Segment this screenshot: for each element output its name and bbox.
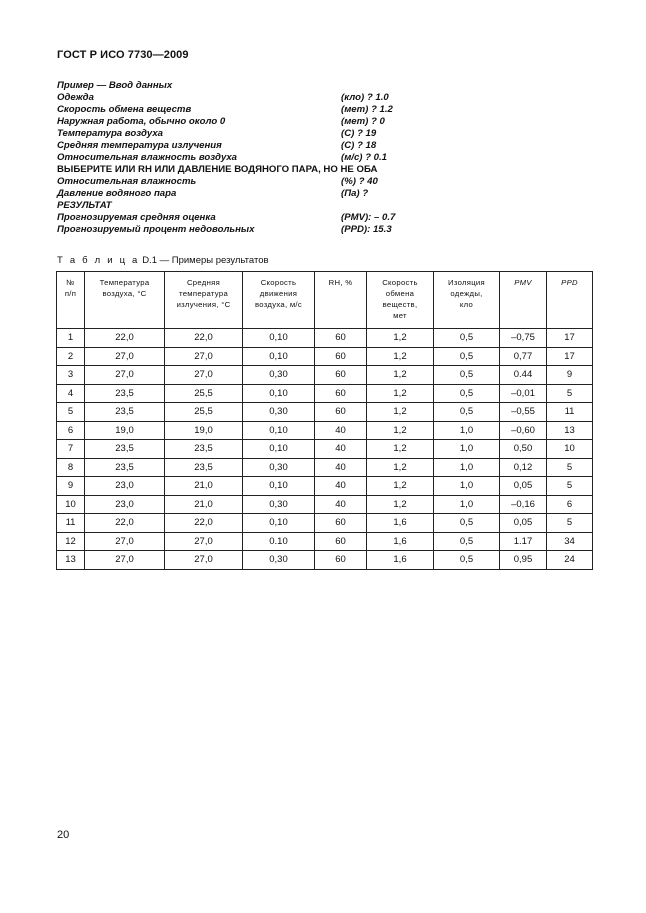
column-header-line: PPD (561, 278, 578, 287)
table-cell: 10 (547, 440, 593, 459)
table-cell: 0,30 (243, 366, 315, 385)
example-line-value: (мет) ? 0 (341, 116, 385, 127)
column-header (243, 272, 315, 329)
table-cell: 0,5 (434, 532, 500, 551)
table-cell: 60 (315, 347, 367, 366)
table-cell: 0,10 (243, 477, 315, 496)
table-caption-prefix: Т а б л и ц а (57, 255, 140, 266)
example-line-value: (С) ? 18 (341, 140, 377, 151)
table-cell: 1,0 (434, 458, 500, 477)
table-cell: 60 (315, 403, 367, 422)
example-line-label: Наружная работа, обычно около 0 (57, 116, 226, 127)
table-cell: 0,50 (500, 440, 547, 459)
table-cell: 0.44 (500, 366, 547, 385)
table-cell: 1,0 (434, 495, 500, 514)
table-cell: 21,0 (165, 477, 243, 496)
table-cell: 5 (57, 403, 85, 422)
page-number: 20 (57, 829, 70, 841)
table-cell: 12 (57, 532, 85, 551)
table-row (57, 347, 593, 366)
table-cell: 9 (57, 477, 85, 496)
example-line (57, 140, 597, 152)
table-cell: 60 (315, 514, 367, 533)
example-input-block (57, 80, 597, 236)
example-line-label: Одежда (57, 92, 94, 103)
table-row (57, 477, 593, 496)
table-row (57, 440, 593, 459)
table-row (57, 366, 593, 385)
column-header-line: излучения, °С (176, 300, 231, 309)
table-cell: 5 (547, 458, 593, 477)
column-header (367, 272, 434, 329)
example-line (57, 200, 597, 212)
table-cell: 8 (57, 458, 85, 477)
table-cell: –0,55 (500, 403, 547, 422)
column-header-line: № (66, 278, 75, 287)
table-cell: 23,5 (85, 403, 165, 422)
results-table (56, 271, 593, 570)
table-cell: 5 (547, 514, 593, 533)
table-cell: 0,10 (243, 347, 315, 366)
table-cell: 0,12 (500, 458, 547, 477)
column-header-line: п/п (64, 289, 77, 298)
example-line-value: (%) ? 40 (341, 176, 378, 187)
table-cell: 27,0 (165, 366, 243, 385)
table-cell: 60 (315, 384, 367, 403)
table-cell: 6 (57, 421, 85, 440)
example-line-label: Средняя температура излучения (57, 140, 222, 151)
column-header-line: температура (178, 289, 229, 298)
example-line-label: РЕЗУЛЬТАТ (57, 200, 112, 211)
table-cell: 0,5 (434, 384, 500, 403)
table-cell: –0,01 (500, 384, 547, 403)
table-cell: 27,0 (85, 532, 165, 551)
example-line (57, 188, 597, 200)
document-header: ГОСТ Р ИСО 7730—2009 (57, 49, 189, 61)
example-line (57, 212, 597, 224)
table-cell: 6 (547, 495, 593, 514)
table-cell: 23,5 (165, 440, 243, 459)
table-cell: 0,10 (243, 514, 315, 533)
example-line-label: Относительная влажность (57, 176, 197, 187)
table-cell: 1,0 (434, 421, 500, 440)
table-cell: 13 (547, 421, 593, 440)
column-header-line: воздуха, м/с (254, 300, 303, 309)
table-cell: 1,0 (434, 440, 500, 459)
table-cell: 23,5 (85, 458, 165, 477)
table-cell: 40 (315, 495, 367, 514)
table-cell: 60 (315, 532, 367, 551)
table-cell: 23,5 (85, 384, 165, 403)
table-cell: 0,30 (243, 495, 315, 514)
table-cell: 22,0 (165, 514, 243, 533)
table-cell: 17 (547, 347, 593, 366)
table-cell: 2 (57, 347, 85, 366)
table-cell: 0,10 (243, 440, 315, 459)
column-header-line: Температура (99, 278, 150, 287)
table-row (57, 495, 593, 514)
table-cell: 0,5 (434, 551, 500, 570)
table-cell: –0,60 (500, 421, 547, 440)
table-cell: 0,77 (500, 347, 547, 366)
table-cell: 27,0 (85, 347, 165, 366)
table-cell: 60 (315, 366, 367, 385)
example-line (57, 176, 597, 188)
example-line (57, 104, 597, 116)
table-cell: 1,6 (367, 514, 434, 533)
table-cell: 9 (547, 366, 593, 385)
table-row (57, 458, 593, 477)
table-cell: 23,0 (85, 477, 165, 496)
column-header (315, 272, 367, 329)
column-header (434, 272, 500, 329)
column-header-line: кло (459, 300, 474, 309)
table-cell: 1,2 (367, 329, 434, 348)
column-header (57, 272, 85, 329)
column-header (165, 272, 243, 329)
table-cell: 23,0 (85, 495, 165, 514)
table-row (57, 421, 593, 440)
table-cell: 40 (315, 421, 367, 440)
example-line-label: Относительная влажность воздуха (57, 152, 237, 163)
table-cell: 1,2 (367, 477, 434, 496)
table-cell: 23,5 (165, 458, 243, 477)
table-cell: 1,6 (367, 532, 434, 551)
table-cell: 1,2 (367, 384, 434, 403)
table-cell: 1.17 (500, 532, 547, 551)
table-cell: 0,30 (243, 403, 315, 422)
table-row (57, 551, 593, 570)
table-cell: 24 (547, 551, 593, 570)
column-header-line: движения (259, 289, 298, 298)
table-cell: 0,5 (434, 347, 500, 366)
example-line-value: (м/с) ? 0.1 (341, 152, 388, 163)
table-cell: 1,2 (367, 495, 434, 514)
table-cell: 40 (315, 458, 367, 477)
table-cell: 1,6 (367, 551, 434, 570)
table-cell: 1,2 (367, 366, 434, 385)
table-cell: 40 (315, 440, 367, 459)
table-cell: 5 (547, 477, 593, 496)
table-cell: 34 (547, 532, 593, 551)
table-cell: 27,0 (85, 366, 165, 385)
table-cell: 19,0 (165, 421, 243, 440)
table-cell: –0,16 (500, 495, 547, 514)
table-cell: 0,10 (243, 421, 315, 440)
table-cell: 0,30 (243, 458, 315, 477)
column-header (547, 272, 593, 329)
table-cell: 22,0 (85, 329, 165, 348)
example-line-value: (PPD): 15.3 (341, 224, 392, 235)
example-line (57, 224, 597, 236)
column-header (85, 272, 165, 329)
column-header-line: одежды, (450, 289, 483, 298)
column-header-line: Скорость (382, 278, 418, 287)
table-cell: 25,5 (165, 403, 243, 422)
example-line-label: Пример — Ввод данных (57, 80, 173, 91)
column-header (500, 272, 547, 329)
example-line-label: Прогнозируемый процент недовольных (57, 224, 255, 235)
example-line-value: (Па) ? (341, 188, 369, 199)
column-header-line: Средняя (186, 278, 221, 287)
table-cell: 19,0 (85, 421, 165, 440)
table-cell: 22,0 (165, 329, 243, 348)
table-cell: 1,2 (367, 347, 434, 366)
table-cell: 1 (57, 329, 85, 348)
table-cell: 27,0 (165, 551, 243, 570)
table-cell: 27,0 (165, 347, 243, 366)
table-cell: 0,5 (434, 403, 500, 422)
table-cell: 0,05 (500, 514, 547, 533)
table-cell: 23,5 (85, 440, 165, 459)
column-header-line: веществ, (382, 300, 418, 309)
table-cell: 4 (57, 384, 85, 403)
table-cell: 1,2 (367, 403, 434, 422)
table-cell: 1,2 (367, 440, 434, 459)
table-row (57, 514, 593, 533)
table-cell: 27,0 (85, 551, 165, 570)
column-header-line: воздуха, °С (102, 289, 147, 298)
example-line-label: ВЫБЕРИТЕ ИЛИ RH ИЛИ ДАВЛЕНИЕ ВОДЯНОГО ПАРА, НО НЕ ОБА (57, 164, 378, 175)
table-caption-text: D.1 — Примеры результатов (142, 255, 269, 266)
example-line (57, 116, 597, 128)
column-header-line: мет (393, 311, 407, 320)
example-line-value: (мет) ? 1.2 (341, 104, 393, 115)
table-cell: 5 (547, 384, 593, 403)
table-cell: 40 (315, 477, 367, 496)
column-header-line: Скорость (260, 278, 297, 287)
column-header-line: обмена (385, 289, 415, 298)
table-cell: 21,0 (165, 495, 243, 514)
table-cell: 3 (57, 366, 85, 385)
table-cell: 1,0 (434, 477, 500, 496)
table-cell: –0,75 (500, 329, 547, 348)
table-cell: 13 (57, 551, 85, 570)
table-header (57, 272, 593, 329)
table-cell: 0,95 (500, 551, 547, 570)
table-cell: 7 (57, 440, 85, 459)
table-row (57, 329, 593, 348)
table-cell: 25,5 (165, 384, 243, 403)
table-cell: 0,5 (434, 329, 500, 348)
table-cell: 22,0 (85, 514, 165, 533)
table-cell: 0,10 (243, 329, 315, 348)
example-line-label: Скорость обмена веществ (57, 104, 192, 115)
table-cell: 1,2 (367, 421, 434, 440)
column-header-line: PMV (514, 278, 532, 287)
table-caption (57, 255, 269, 266)
table-cell: 0,05 (500, 477, 547, 496)
table-cell: 11 (57, 514, 85, 533)
column-header-line: RH, % (328, 278, 353, 287)
example-line-label: Температура воздуха (57, 128, 163, 139)
example-line (57, 92, 597, 104)
table-cell: 0,5 (434, 514, 500, 533)
table-cell: 17 (547, 329, 593, 348)
example-line-label: Прогнозируемая средняя оценка (57, 212, 216, 223)
example-line (57, 128, 597, 140)
example-line (57, 80, 597, 92)
table-cell: 0,10 (243, 384, 315, 403)
example-line-label: Давление водяного пара (57, 188, 177, 199)
table-cell: 0,5 (434, 366, 500, 385)
table-cell: 11 (547, 403, 593, 422)
example-line-value: (кло) ? 1.0 (341, 92, 389, 103)
table-cell: 0,30 (243, 551, 315, 570)
example-line-value: (С) ? 19 (341, 128, 377, 139)
column-header-line: Изоляция (448, 278, 485, 287)
table-body (57, 329, 593, 570)
header-row (57, 272, 593, 329)
table-cell: 60 (315, 329, 367, 348)
table-cell: 1,2 (367, 458, 434, 477)
table-row (57, 384, 593, 403)
example-line-value: (PMV): – 0.7 (341, 212, 396, 223)
table-cell: 60 (315, 551, 367, 570)
table-row (57, 403, 593, 422)
example-line (57, 152, 597, 164)
table-cell: 10 (57, 495, 85, 514)
table-row (57, 532, 593, 551)
table-cell: 0.10 (243, 532, 315, 551)
table-cell: 27,0 (165, 532, 243, 551)
example-line (57, 164, 597, 176)
